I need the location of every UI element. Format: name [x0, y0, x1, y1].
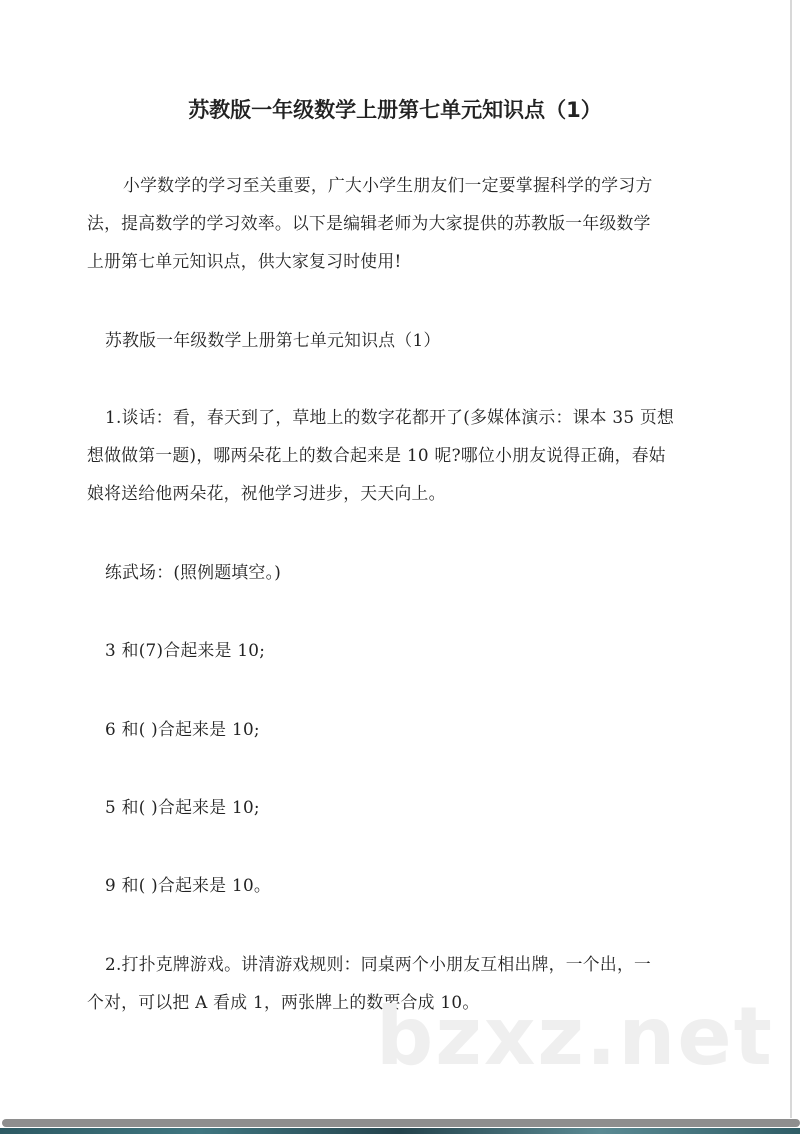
- exercise-line: 6 和( )合起来是 10;: [105, 719, 260, 739]
- item1-line: 想做做第一题)，哪两朵花上的数合起来是 10 呢?哪位小朋友说得正确，春姑: [87, 445, 666, 465]
- document-title: 苏教版一年级数学上册第七单元知识点（1）: [188, 98, 602, 122]
- item2-line: 2.打扑克牌游戏。讲清游戏规则：同桌两个小朋友互相出牌，一个出，一: [105, 954, 652, 974]
- item1-line: 娘将送给他两朵花，祝他学习进步，天天向上。: [87, 483, 446, 503]
- item1-line: 1.谈话：看，春天到了，草地上的数字花都开了(多媒体演示：课本 35 页想: [105, 407, 675, 427]
- horizontal-scrollbar[interactable]: [2, 1119, 800, 1127]
- desktop-background-strip: [0, 1128, 800, 1134]
- item2-line: 个对，可以把 A 看成 1，两张牌上的数要合成 10。: [87, 992, 480, 1012]
- practice-label: 练武场：(照例题填空。): [105, 562, 282, 582]
- exercise-line: 9 和( )合起来是 10。: [105, 875, 272, 895]
- intro-line: 上册第七单元知识点，供大家复习时使用!: [87, 251, 402, 271]
- intro-line: 小学数学的学习至关重要，广大小学生朋友们一定要掌握科学的学习方: [123, 175, 653, 195]
- exercise-line: 5 和( )合起来是 10;: [105, 797, 260, 817]
- watermark: bzxz.net: [376, 990, 774, 1083]
- intro-line: 法，提高数学的学习效率。以下是编辑老师为大家提供的苏教版一年级数学: [87, 213, 651, 233]
- exercise-line: 3 和(7)合起来是 10;: [105, 640, 266, 660]
- subheading: 苏教版一年级数学上册第七单元知识点（1）: [105, 330, 441, 350]
